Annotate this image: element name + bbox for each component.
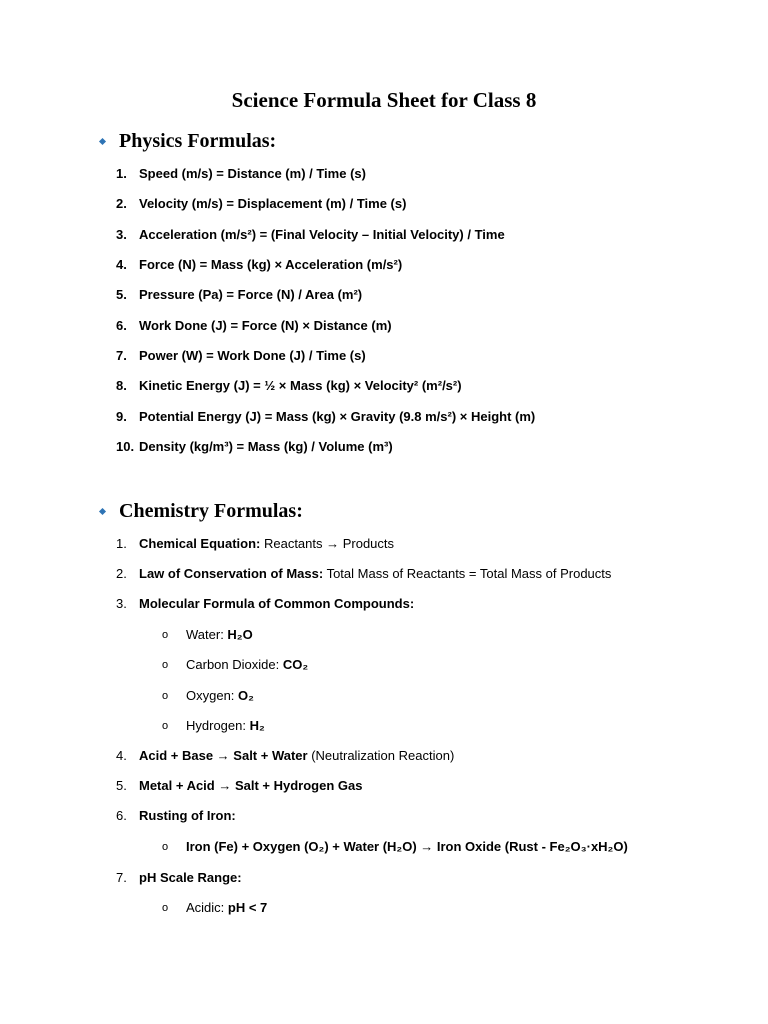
list-item xyxy=(116,285,736,305)
item-label: Metal + Acid → Salt + Hydrogen Gas xyxy=(139,778,363,793)
chemistry-heading-text: Chemistry Formulas: xyxy=(119,500,303,522)
item-text: Velocity (m/s) = Displacement (m) / Time (s) xyxy=(139,196,407,211)
list-item xyxy=(116,746,736,766)
page-title: Science Formula Sheet for Class 8 xyxy=(231,88,537,112)
list-item xyxy=(116,225,736,245)
item-text xyxy=(139,564,611,584)
item-number: 6. xyxy=(116,318,127,333)
list-item xyxy=(116,564,736,584)
sub-item-text xyxy=(186,898,267,918)
compound-formula: H₂ xyxy=(249,718,265,733)
item-number: 10. xyxy=(116,439,135,454)
sub-list-item xyxy=(162,837,742,857)
physics-heading-text: Physics Formulas: xyxy=(119,130,277,152)
sub-item-text xyxy=(186,686,254,706)
item-text: Speed (m/s) = Distance (m) / Time (s) xyxy=(139,166,366,181)
compound-formula: H₂O xyxy=(227,627,253,642)
compound-name: Hydrogen: xyxy=(186,718,250,733)
sub-list-item xyxy=(162,898,742,918)
item-text: Pressure (Pa) = Force (N) / Area (m²) xyxy=(139,287,363,302)
diamond-bullet-icon xyxy=(99,507,106,514)
circle-bullet-icon: o xyxy=(162,902,169,914)
compound-name: Oxygen: xyxy=(186,688,239,703)
item-label: Chemical Equation: xyxy=(139,536,261,551)
compound-formula: O₂ xyxy=(238,688,254,703)
item-text: Acceleration (m/s²) = (Final Velocity – Initial Velocity) / Time xyxy=(139,227,505,242)
item-number: 4. xyxy=(116,748,127,763)
item-text: Potential Energy (J) = Mass (kg) × Gravity (9.8 m/s²) × Height (m) xyxy=(139,409,536,424)
list-item xyxy=(116,255,736,275)
item-number: 1. xyxy=(116,536,127,551)
list-item xyxy=(116,407,736,427)
item-number: 2. xyxy=(116,196,127,211)
circle-bullet-icon: o xyxy=(162,690,169,702)
item-text xyxy=(139,534,394,554)
item-number: 7. xyxy=(116,870,127,885)
list-item xyxy=(116,316,736,336)
item-number: 7. xyxy=(116,348,127,363)
item-number: 5. xyxy=(116,287,127,302)
item-label: Rusting of Iron: xyxy=(139,808,236,823)
item-detail: (Neutralization Reaction) xyxy=(307,748,455,763)
item-label: Acid + Base → Salt + Water xyxy=(139,748,308,763)
item-number: 8. xyxy=(116,378,127,393)
list-item xyxy=(116,194,736,214)
chemistry-heading xyxy=(98,498,303,524)
item-text: Density (kg/m³) = Mass (kg) / Volume (m³) xyxy=(139,439,393,454)
ph-label: Acidic: xyxy=(186,900,228,915)
sub-list-item xyxy=(162,625,742,645)
item-number: 3. xyxy=(116,596,127,611)
ph-value: pH < 7 xyxy=(227,900,268,915)
sub-item-text xyxy=(186,625,253,645)
rust-equation: Iron (Fe) + Oxygen (O₂) + Water (H₂O) → Iron Oxide (Rust - Fe₂O₃·xH₂O) xyxy=(186,839,628,854)
list-item xyxy=(116,346,736,366)
diamond-bullet-icon xyxy=(99,137,106,144)
item-label: Molecular Formula of Common Compounds: xyxy=(139,596,415,611)
item-number: 3. xyxy=(116,227,127,242)
item-number: 4. xyxy=(116,257,127,272)
list-item xyxy=(116,437,736,457)
sub-list-item xyxy=(162,716,742,736)
list-item xyxy=(116,594,736,614)
sub-item-text xyxy=(186,716,265,736)
list-item xyxy=(116,868,736,888)
item-text: Kinetic Energy (J) = ½ × Mass (kg) × Velocity² (m²/s²) xyxy=(139,378,462,393)
compound-name: Water: xyxy=(186,627,228,642)
item-number: 2. xyxy=(116,566,127,581)
compound-name: Carbon Dioxide: xyxy=(186,657,283,672)
item-text: Force (N) = Mass (kg) × Acceleration (m/s²) xyxy=(139,257,403,272)
item-number: 9. xyxy=(116,409,127,424)
list-item xyxy=(116,806,736,826)
item-label: Law of Conservation of Mass: xyxy=(139,566,324,581)
sub-item-text xyxy=(186,655,308,675)
compound-formula: CO₂ xyxy=(282,657,309,672)
list-item xyxy=(116,164,736,184)
list-item xyxy=(116,376,736,396)
item-text xyxy=(139,746,454,766)
list-item xyxy=(116,534,736,554)
item-number: 5. xyxy=(116,778,127,793)
item-label: pH Scale Range: xyxy=(139,870,242,885)
circle-bullet-icon: o xyxy=(162,841,169,853)
item-number: 6. xyxy=(116,808,127,823)
item-number: 1. xyxy=(116,166,127,181)
circle-bullet-icon: o xyxy=(162,659,169,671)
circle-bullet-icon: o xyxy=(162,629,169,641)
item-detail: Total Mass of Reactants = Total Mass of Products xyxy=(323,566,612,581)
sub-list-item xyxy=(162,686,742,706)
list-item xyxy=(116,776,736,796)
circle-bullet-icon: o xyxy=(162,720,169,732)
item-detail: Reactants → Products xyxy=(260,536,395,551)
sub-list-item xyxy=(162,655,742,675)
item-text: Power (W) = Work Done (J) / Time (s) xyxy=(139,348,366,363)
physics-heading xyxy=(98,128,276,154)
item-text: Work Done (J) = Force (N) × Distance (m) xyxy=(139,318,392,333)
